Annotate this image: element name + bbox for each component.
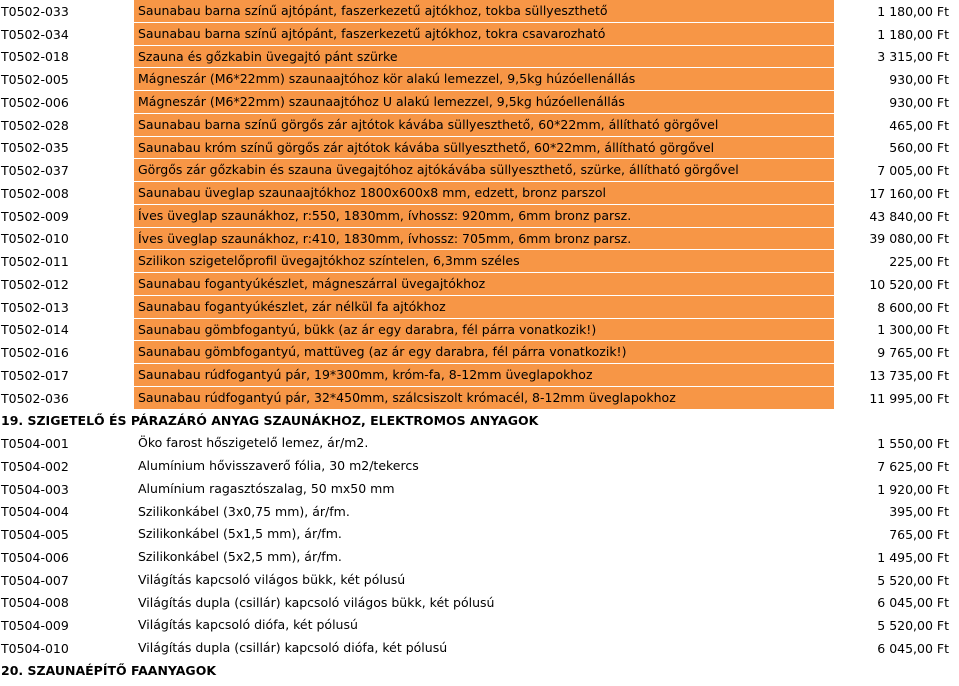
- product-description: Saunabau rúdfogantyú pár, 32*450mm, szálcsiszolt krómacél, 8-12mm üveglapokhoz: [134, 387, 834, 410]
- product-price: 43 840,00 Ft: [869, 208, 949, 224]
- product-price: 13 735,00 Ft: [869, 367, 949, 383]
- product-description: Saunabau króm színű görgős zár ajtótok kávába süllyeszthető, 60*22mm, állítható görgővel: [134, 137, 834, 160]
- product-description: Világítás kapcsoló világos bükk, két pólusú: [134, 569, 834, 592]
- table-row: [0, 319, 959, 342]
- table-row: [0, 546, 959, 569]
- product-code: T0504-003: [1, 481, 69, 497]
- product-description: Alumínium hővisszaverő fólia, 30 m2/tekercs: [134, 455, 834, 478]
- product-code: T0502-009: [1, 208, 69, 224]
- product-description: Saunabau barna színű görgős zár ajtótok kávába süllyeszthető, 60*22mm, állítható görgővel: [134, 114, 834, 137]
- product-price: 11 995,00 Ft: [869, 390, 949, 406]
- table-row: [0, 387, 959, 410]
- table-row: [0, 341, 959, 364]
- product-price: 1 300,00 Ft: [877, 322, 949, 338]
- table-row: [0, 455, 959, 478]
- product-description: Íves üveglap szaunákhoz, r:550, 1830mm, ívhossz: 920mm, 6mm bronz parsz.: [134, 205, 834, 228]
- product-price: 5 520,00 Ft: [877, 618, 949, 634]
- table-row: [0, 182, 959, 205]
- table-row: [0, 364, 959, 387]
- product-description: Szilikonkábel (5x1,5 mm), ár/fm.: [134, 523, 834, 546]
- product-description: Saunabau gömbfogantyú, bükk (az ár egy darabra, fél párra vonatkozik!): [134, 319, 834, 342]
- product-description: Világítás dupla (csillár) kapcsoló diófa, két pólusú: [134, 637, 834, 660]
- product-price: 7 625,00 Ft: [877, 458, 949, 474]
- table-row: [0, 46, 959, 69]
- product-description: Saunabau fogantyúkészlet, zár nélkül fa ajtókhoz: [134, 296, 834, 319]
- table-row: [0, 91, 959, 114]
- product-price: 9 765,00 Ft: [877, 345, 949, 361]
- product-description: Saunabau gömbfogantyú, mattüveg (az ár egy darabra, fél párra vonatkozik!): [134, 341, 834, 364]
- product-code: T0502-006: [1, 94, 69, 110]
- product-code: T0502-036: [1, 390, 69, 406]
- product-price: 465,00 Ft: [889, 117, 949, 133]
- product-description: Alumínium ragasztószalag, 50 mx50 mm: [134, 478, 834, 501]
- product-code: T0502-012: [1, 276, 69, 292]
- table-row: [0, 592, 959, 615]
- product-code: T0502-008: [1, 185, 69, 201]
- product-code: T0504-007: [1, 572, 69, 588]
- product-description: Mágneszár (M6*22mm) szaunaajtóhoz kör alakú lemezzel, 9,5kg húzóellenállás: [134, 68, 834, 91]
- product-description: Szilikonkábel (5x2,5 mm), ár/fm.: [134, 546, 834, 569]
- section-19-heading: 19. SZIGETELŐ ÉS PÁRAZÁRÓ ANYAG SZAUNÁKHOZ, ELEKTROMOS ANYAGOK: [1, 412, 539, 428]
- product-description: Világítás dupla (csillár) kapcsoló világos bükk, két pólusú: [134, 592, 834, 615]
- product-code: T0502-011: [1, 254, 69, 270]
- product-price: 1 180,00 Ft: [877, 3, 949, 19]
- table-row: [0, 159, 959, 182]
- product-description: Szilikonkábel (3x0,75 mm), ár/fm.: [134, 501, 834, 524]
- product-code: T0504-005: [1, 527, 69, 543]
- product-price: 10 520,00 Ft: [869, 276, 949, 292]
- product-code: T0502-034: [1, 26, 69, 42]
- product-description: Szauna és gőzkabin üvegajtó pánt szürke: [134, 46, 834, 69]
- product-code: T0502-013: [1, 299, 69, 315]
- table-row: [0, 205, 959, 228]
- table-row: [0, 250, 959, 273]
- product-code: T0502-016: [1, 345, 69, 361]
- product-code: T0502-037: [1, 163, 69, 179]
- product-code: T0504-008: [1, 595, 69, 611]
- product-price: 6 045,00 Ft: [877, 640, 949, 656]
- table-row: [0, 114, 959, 137]
- product-code: T0504-002: [1, 458, 69, 474]
- table-row: [0, 614, 959, 637]
- product-code: T0502-005: [1, 72, 69, 88]
- product-price: 930,00 Ft: [889, 72, 949, 88]
- product-code: T0502-014: [1, 322, 69, 338]
- product-code: T0504-010: [1, 640, 69, 656]
- product-code: T0504-009: [1, 618, 69, 634]
- product-price: 8 600,00 Ft: [877, 299, 949, 315]
- table-row: [0, 273, 959, 296]
- product-code: T0504-001: [1, 436, 69, 452]
- table-row: [0, 23, 959, 46]
- product-code: T0502-028: [1, 117, 69, 133]
- product-code: T0502-010: [1, 231, 69, 247]
- product-description: Szilikon szigetelőprofil üvegajtókhoz színtelen, 6,3mm széles: [134, 250, 834, 273]
- table-row: [0, 523, 959, 546]
- product-description: Saunabau fogantyúkészlet, mágneszárral üvegajtókhoz: [134, 273, 834, 296]
- product-description: Öko farost hőszigetelő lemez, ár/m2.: [134, 432, 834, 455]
- product-price: 7 005,00 Ft: [877, 163, 949, 179]
- product-code: T0502-035: [1, 140, 69, 156]
- product-description: Saunabau barna színű ajtópánt, faszerkezetű ajtókhoz, tokba süllyeszthető: [134, 0, 834, 23]
- product-description: Íves üveglap szaunákhoz, r:410, 1830mm, ívhossz: 705mm, 6mm bronz parsz.: [134, 228, 834, 251]
- product-price: 39 080,00 Ft: [869, 231, 949, 247]
- product-price: 5 520,00 Ft: [877, 572, 949, 588]
- product-description: Saunabau üveglap szaunaajtókhoz 1800x600x8 mm, edzett, bronz parszol: [134, 182, 834, 205]
- product-price: 765,00 Ft: [889, 527, 949, 543]
- product-price: 225,00 Ft: [889, 254, 949, 270]
- table-row: [0, 228, 959, 251]
- product-description: Saunabau rúdfogantyú pár, 19*300mm, króm-fa, 8-12mm üveglapokhoz: [134, 364, 834, 387]
- product-code: T0502-017: [1, 367, 69, 383]
- product-price: 1 920,00 Ft: [877, 481, 949, 497]
- product-price: 395,00 Ft: [889, 504, 949, 520]
- product-price: 1 495,00 Ft: [877, 549, 949, 565]
- product-price: 6 045,00 Ft: [877, 595, 949, 611]
- product-price: 560,00 Ft: [889, 140, 949, 156]
- product-code: T0504-006: [1, 549, 69, 565]
- product-price: 17 160,00 Ft: [869, 185, 949, 201]
- product-description: Saunabau barna színű ajtópánt, faszerkezetű ajtókhoz, tokra csavarozható: [134, 23, 834, 46]
- product-price: 3 315,00 Ft: [877, 49, 949, 65]
- table-row: [0, 137, 959, 160]
- product-code: T0502-018: [1, 49, 69, 65]
- product-price: 1 180,00 Ft: [877, 26, 949, 42]
- product-code: T0504-004: [1, 504, 69, 520]
- product-price: 1 550,00 Ft: [877, 436, 949, 452]
- table-row: [0, 637, 959, 660]
- table-row: [0, 0, 959, 23]
- table-row: [0, 569, 959, 592]
- table-row: [0, 501, 959, 524]
- product-price: 930,00 Ft: [889, 94, 949, 110]
- product-description: Görgős zár gőzkabin és szauna üvegajtóhoz ajtókávába süllyeszthető, szürke, állítható görgővel: [134, 159, 834, 182]
- table-row: [0, 68, 959, 91]
- table-row: [0, 478, 959, 501]
- product-description: Világítás kapcsoló diófa, két pólusú: [134, 614, 834, 637]
- table-row: [0, 432, 959, 455]
- product-code: T0502-033: [1, 3, 69, 19]
- product-description: Mágneszár (M6*22mm) szaunaajtóhoz U alakú lemezzel, 9,5kg húzóellenállás: [134, 91, 834, 114]
- section-20-heading: 20. SZAUNAÉPÍTŐ FAANYAGOK: [1, 662, 217, 678]
- section-19-product-block: [0, 432, 959, 660]
- table-row: [0, 296, 959, 319]
